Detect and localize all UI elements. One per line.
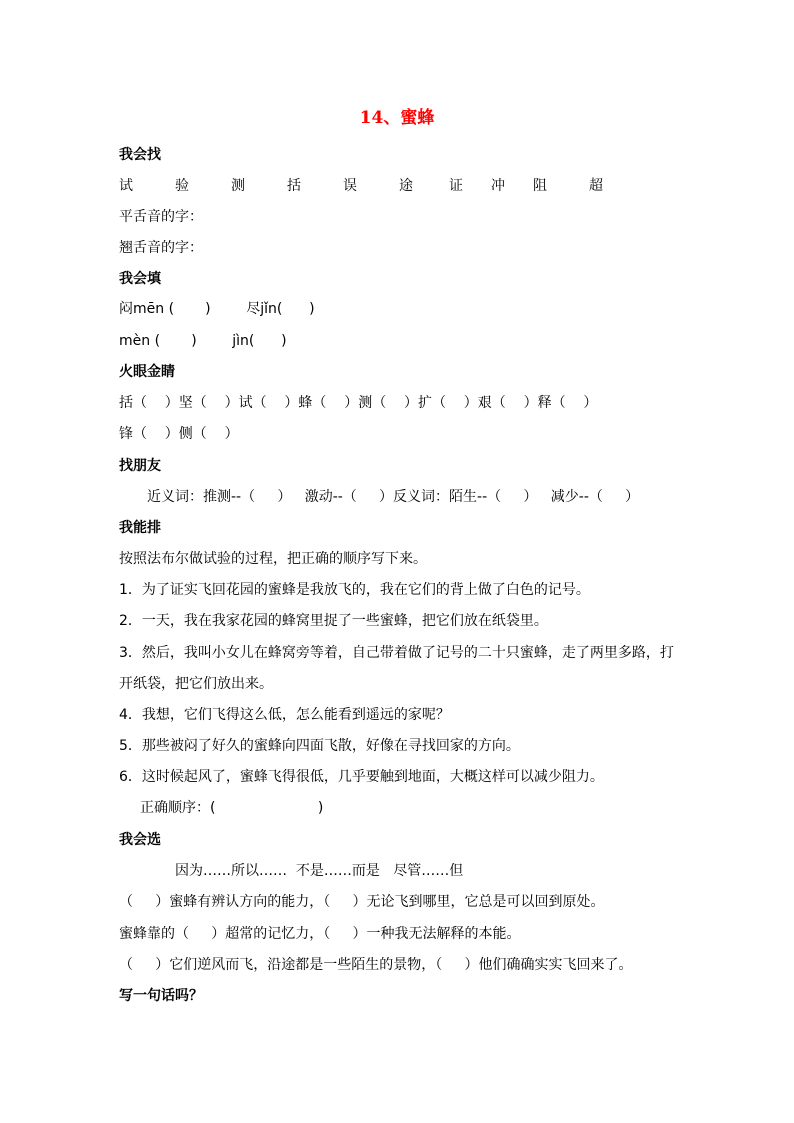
- section-heading-fill: 我会填: [119, 271, 161, 287]
- order-item: 2．一天，我在我家花园的蜂窝里捉了一些蜜蜂，把它们放在纸袋里。: [119, 613, 548, 629]
- character-item: 试: [119, 178, 133, 194]
- choose-sentence: （ ）它们逆风而飞，沿途都是一些陌生的景物，（ ）他们确确实实飞回来了。: [119, 957, 633, 973]
- page-title: 14、蜜蜂: [359, 108, 435, 128]
- order-instruction: 按照法布尔做试验的过程，把正确的顺序写下来。: [119, 551, 427, 567]
- word-group-line-1: 括（ ）坚（ ）试（ ）蜂（ ）测（ ）扩（ ）艰（ ）释（ ）: [119, 395, 598, 411]
- section-heading-friends: 找朋友: [119, 458, 161, 474]
- character-item: 误: [343, 178, 357, 194]
- order-item-continued: 开纸袋，把它们放出来。: [119, 676, 273, 692]
- section-heading-order: 我能排: [119, 520, 161, 536]
- section-heading-find: 我会找: [119, 147, 161, 163]
- character-item: 冲: [491, 178, 505, 194]
- order-item: 1．为了证实飞回花园的蜜蜂是我放飞的，我在它们的背上做了白色的记号。: [119, 582, 590, 598]
- character-item: 途: [399, 178, 413, 194]
- choose-sentence: 蜜蜂靠的（ ）超常的记忆力，（ ）一种我无法解释的本能。: [119, 926, 521, 942]
- order-answer: 正确顺序：( ): [140, 800, 324, 816]
- section-heading-write: 写一句话吗？: [119, 988, 203, 1004]
- flat-tongue-line: 平舌音的字：: [119, 209, 203, 225]
- order-item: 5．那些被闷了好久的蜜蜂向四面飞散，好像在寻找回家的方向。: [119, 738, 520, 754]
- choose-sentence: （ ）蜜蜂有辨认方向的能力，（ ）无论飞到哪里，它总是可以回到原处。: [119, 894, 605, 910]
- character-item: 测: [231, 178, 245, 194]
- retroflex-line: 翘舌音的字：: [119, 240, 203, 256]
- order-item: 4．我想，它们飞得这么低，怎么能看到遥远的家呢？: [119, 707, 450, 723]
- character-item: 括: [287, 178, 301, 194]
- order-item: 6．这时候起风了，蜜蜂飞得很低，几乎要触到地面，大概这样可以减少阻力。: [119, 769, 604, 785]
- word-group-line-2: 锋（ ）侧（ ）: [119, 426, 239, 442]
- pinyin-line-2: mèn ( ) jìn( ): [119, 333, 287, 349]
- character-item: 证: [449, 178, 463, 194]
- character-item: 阻: [533, 178, 547, 194]
- section-heading-choose: 我会选: [119, 832, 161, 848]
- order-item: 3．然后，我叫小女儿在蜂窝旁等着，自己带着做了记号的二十只蜜蜂，走了两里多路，打: [119, 645, 674, 661]
- conjunction-options: 因为……所以…… 不是……而是 尽管……但: [175, 863, 464, 879]
- pinyin-line-1: 闷mēn ( ) 尽jǐn( ): [119, 301, 315, 317]
- character-list: [119, 176, 639, 196]
- synonym-antonym-line: 近义词：推测--（ ） 激动--（ ）反义词：陌生--（ ） 减少--（ ）: [147, 489, 640, 505]
- section-heading-sharp-eyes: 火眼金睛: [119, 364, 175, 380]
- character-item: 超: [589, 178, 603, 194]
- character-item: 验: [175, 178, 189, 194]
